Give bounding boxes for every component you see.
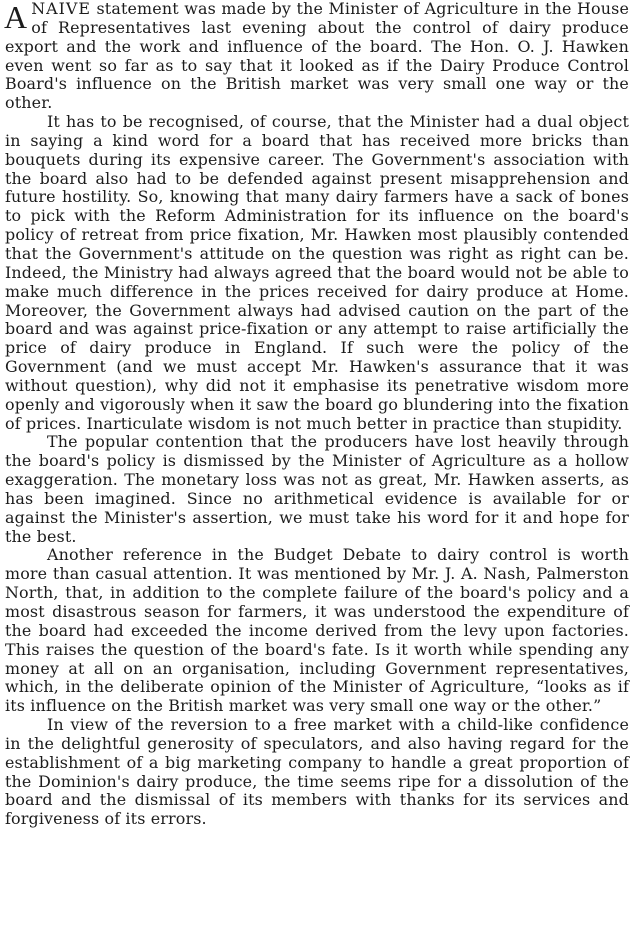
paragraph-2: It has to be recognised, of course, that the Minister had a dual object in saying a kind word for a board that has received more bricks than bouquets during its expensive career. The Government's association with the board also had to be defended against present misapprehension and future hostility. So, knowing that many dairy farmers have a sack of bones to pick with the Reform Administration for its influence on the board's policy of retreat from price fixation, Mr. Hawken most plausibly contended that the Government's attitude on the question was right as right can be. Indeed, the Ministry had always agreed that the board would not be able to make much difference in the prices received for dairy produce at Home. Moreover, the Government always had advised caution on the part of the board and was against price-fixation or any attempt to raise artificially the price of dairy produce in England. If such were the policy of the Government (and we must accept Mr. Hawken's assurance that it was without question), why did not it emphasise its penetrative wisdom more openly and vigorously when it saw the board go blundering into the fixation of prices. Inarticulate wisdom is not much better in practice than stupidity. [5, 112, 629, 433]
lead-word: NAIVE [31, 0, 91, 18]
paragraph-5: In view of the reversion to a free market with a child-like confidence in the delightful generosity of speculators, and also having regard for the establishment of a big marketing company to handle a great proportion of the Dominion's dairy produce, the time seems ripe for a dissolution of the board and the dismissal of its members with thanks for its services and forgiveness of its errors. [5, 715, 629, 829]
article-column [5, 0, 629, 829]
paragraph-1 [5, 0, 629, 113]
paragraph-3: The popular contention that the producers have lost heavily through the board's policy is dismissed by the Minister of Agriculture as a hollow exaggeration. The monetary loss was not as great, Mr. Hawken asserts, as has been imagined. Since no arithmetical evidence is available for or against the Minister's assertion, we must take his word for it and hope for the best. [5, 432, 629, 546]
drop-cap: A [4, 0, 28, 35]
paragraph-1-text: statement was made by the Minister of Agriculture in the House of Representatives last evening about the control of dairy produce export and the work and influence of the board. The Hon. O. J. Hawken even went so far as to say that it looked as if the Dairy Produce Control Board's influence on the British market was very small one way or the other. [5, 0, 629, 113]
paragraph-4: Another reference in the Budget Debate to dairy control is worth more than casual attention. It was mentioned by Mr. J. A. Nash, Palmerston North, that, in addition to the complete failure of the board's policy and a most disastrous season for farmers, it was understood the expenditure of the board had exceeded the income derived from the levy upon factories. This raises the question of the board's fate. Is it worth while spending any money at all on an organisation, including Government representatives, which, in the deliberate opinion of the Minister of Agriculture, “looks as if its influence on the British market was very small one way or the other.” [5, 545, 629, 716]
